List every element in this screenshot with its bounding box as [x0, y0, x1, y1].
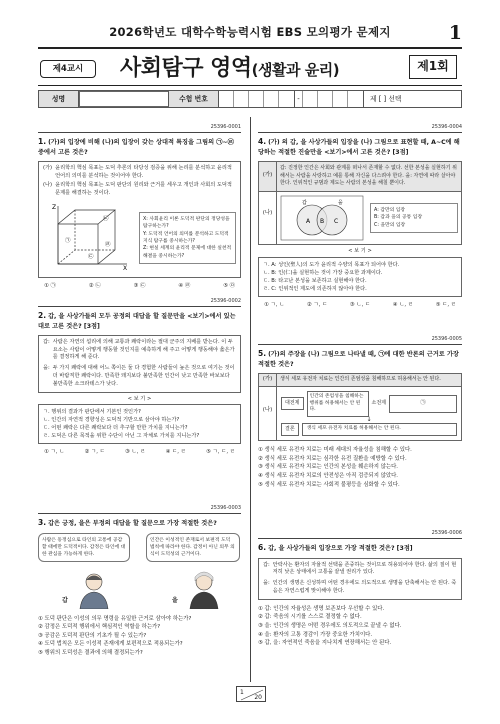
header-rule: [38, 47, 462, 49]
question-code: 25396-0006: [258, 530, 462, 539]
options: [38, 449, 241, 457]
exam-no-label: 수험 번호: [169, 91, 219, 107]
speech-bubble-b: 인간은 이성적인 존재로서 보편적 도덕 법칙에 따라야 한다. 감정이 아닌 의무 의식이 도덕성의 근거이다.: [146, 533, 240, 563]
cube-label-1: ㉠: [65, 238, 71, 245]
venn-c: C: [334, 218, 339, 226]
venn-a: A: [306, 218, 311, 226]
question-3: [38, 505, 241, 658]
option-3[interactable]: ③ 공감은 도덕적 판단의 기초가 될 수 있는가?: [38, 632, 147, 639]
choice-field[interactable]: 제 [ ] 선택: [370, 95, 402, 103]
subject-sub: (생활과 윤리): [251, 61, 340, 79]
option-1[interactable]: ① ㄱ, ㄴ: [44, 449, 65, 456]
question-6: [258, 530, 462, 648]
bogi-title: < 보 기 >: [348, 248, 372, 255]
venn-left-label: 갑: [302, 200, 307, 207]
text-ga: 갑: 진정한 인간은 사회와 관계를 떠나서 존재할 수 없다. 선한 본성을 실현하기 위해서는 사람을 사랑하고 예를 통해 자신을 다스려야 한다. 을: 자연에 따라 살아야 한다. 인위적인 규범과 제도는 사람의 본성을 해칠 뿐이다.: [277, 162, 461, 191]
cube-label-2: ㉡: [103, 216, 109, 223]
major-premise-label: 대전제: [281, 397, 304, 410]
option-2[interactable]: ② 생식 세포 유전자 치료는 심각한 유전 질환을 예방할 수 있다.: [258, 455, 407, 462]
option-4[interactable]: ④ ㉣: [178, 283, 191, 290]
option-5[interactable]: ⑤ ㉤: [223, 283, 235, 290]
dialogue-figure: [38, 533, 241, 609]
minor-premise-blank: ㉠: [389, 395, 457, 413]
option-4[interactable]: ④ 을: 환자의 고통 경감이 가장 중요한 가치이다.: [258, 631, 373, 638]
question-stem: [258, 542, 462, 553]
fraction-slash: [237, 687, 267, 703]
question-code: 25396-0001: [38, 124, 241, 133]
label-na: (나): [259, 387, 277, 440]
venn-legend: [370, 203, 458, 233]
option-3[interactable]: ③ ㄴ, ㄷ: [349, 301, 371, 308]
person-a-icon: [76, 571, 112, 609]
question-number: 4.: [258, 137, 267, 147]
option-4[interactable]: ④ 생식 세포 유전자 치료의 안전성은 아직 검증되지 않았다.: [258, 473, 399, 480]
question-code: 25396-0002: [38, 298, 241, 307]
label-a: 갑:: [263, 561, 270, 568]
option-2[interactable]: ② ㉡: [88, 283, 101, 290]
label-b: 을:: [43, 365, 50, 372]
question-number: 2.: [38, 311, 47, 321]
option-4[interactable]: ④ ㄴ, ㄹ: [392, 301, 414, 308]
legend-y: Y: 도덕적 언어의 의미를 분석하고 도덕적 지식 탐구를 중시하는가?: [143, 231, 229, 245]
option-2[interactable]: ② ㄱ, ㄷ: [84, 449, 105, 456]
bogi-item: ㄷ. B: 타고난 본성을 보존하고 실현해야 한다.: [263, 277, 367, 284]
header-rule-2: [38, 85, 462, 86]
venn-legend-item: B: 갑과 을의 공통 입장: [374, 215, 423, 221]
arrow-down-icon: ↓: [366, 415, 372, 423]
option-1[interactable]: ① 도덕 판단은 이성의 의무 명령을 유일한 근거로 삼아야 하는가?: [38, 615, 192, 622]
page-indicator: [236, 686, 266, 702]
venn-diagram: [280, 195, 364, 241]
option-5[interactable]: ⑤ 생식 세포 유전자 치료는 사회적 불평등을 심화할 수 있다.: [258, 481, 400, 488]
question-stem: [258, 348, 462, 369]
question-4: [258, 124, 462, 310]
label-a: (가): [43, 164, 53, 171]
question-number: 3.: [38, 518, 47, 528]
option-3[interactable]: ③ ㉢: [133, 283, 146, 290]
stem-text: 갑, 을 사상가들의 모두 공정의 대답을 할 질문만을 <보기>에서 있는 대로 고른 것은? [3점]: [38, 313, 236, 330]
figure-box: [258, 373, 462, 441]
passage-box: [258, 558, 462, 600]
option-1[interactable]: ① ㉠: [44, 283, 56, 290]
venn-legend-item: C: 을만의 입장: [374, 222, 406, 228]
cube-diagram: [43, 202, 133, 274]
question-number: 5.: [258, 349, 267, 359]
label-na: (나): [259, 192, 277, 244]
question-number: 1.: [38, 137, 47, 147]
options: [258, 302, 462, 310]
bogi-title: < 보 기 >: [127, 395, 152, 402]
label-ga: (가): [259, 162, 277, 191]
text-a: 윤리학의 핵심 목표는 도덕 추론의 타당성 검증을 위해 논리를 분석하고 윤리적 언어의 의미를 분석하는 것이어야 한다.: [55, 164, 232, 179]
major-premise: 인간의 존엄성을 침해하는 행위를 허용해서는 안 된다.: [307, 391, 369, 417]
speech-bubble-a: 사람은 동정심으로 타인의 고통에 공감할 때에만 도덕적이다. 감정은 타인에 대한 관심을 가능하게 한다.: [38, 533, 130, 563]
page-number: 1: [448, 22, 462, 44]
question-stem: [258, 136, 462, 157]
bogi-item: ㄹ. 도덕은 다른 목적을 위한 수단이 아닌 그 자체로 가치를 지니는가?: [43, 433, 200, 440]
option-5[interactable]: ⑤ ㄱ, ㄷ, ㄹ: [205, 449, 235, 456]
stem-text: (가)의 입장에 비해 (나)의 입장이 갖는 상대적 특징을 그림의 ㉠~㉣ 중에서 고른 것은?: [38, 139, 234, 156]
cube-legend: [139, 212, 236, 265]
passage-box: [38, 335, 241, 393]
venn-right-label: 을: [338, 200, 343, 207]
option-2[interactable]: ② ㄱ, ㄷ: [306, 301, 328, 308]
label-b: 을:: [263, 580, 270, 587]
label-b: (나): [43, 182, 53, 189]
question-stem: [38, 517, 241, 528]
bogi-item: ㄱ. A: 성인(聖人)의 도가 윤리적 수양의 목표가 되어야 한다.: [263, 261, 400, 268]
text-a: 사람은 자연의 섭리에 의해 교통과 쾌락이라는 절대 군주의 지배를 받는다. 이 두 요소는 사람이 어떻게 행동할 것인지를 예측하게 해 주고 어떻게 행동해야 옳은가를 결정하게 해 준다.: [52, 338, 235, 361]
text-a: 안락사는 환자의 자율적 선택을 존중하는 것이므로 허용되어야 한다. 삶의 질이 현저히 낮은 상태에서 고통을 끝낼 권리가 있다.: [272, 561, 457, 576]
stem-text: (가)의 주장을 (나) 그림으로 나타낼 때, ㉠에 대한 반론의 근거로 가장 적절한 것은?: [258, 351, 459, 368]
option-5[interactable]: ⑤ 갑, 을: 자연적인 죽음을 지나치게 연장해서는 안 된다.: [258, 640, 392, 647]
stem-text: (가) 의 갑, 을 사상가들의 입장을 (나) 그림으로 표현할 때, A~C에 해당하는 적절한 진술만을 <보기>에서 고른 것은? [3점]: [258, 139, 460, 156]
footer-total: 20: [254, 694, 262, 701]
axis-z: Z: [52, 204, 57, 212]
stem-text: 갑, 을 사상가들의 입장으로 가장 적절한 것은? [3점]: [268, 545, 413, 553]
subject-main: 사회탐구 영역: [120, 56, 252, 81]
option-3[interactable]: ③ ㄴ, ㄹ: [124, 449, 146, 456]
legend-z: Z: 현실 세계의 윤리적 문제에 대한 실천적 해결을 중시하는가?: [143, 246, 232, 259]
question-5: [258, 336, 462, 489]
exam-no-dash: -: [295, 91, 303, 107]
options: [38, 283, 241, 291]
option-3[interactable]: ③ 을: 인간의 생명은 어떤 경우에도 의도적으로 끝낼 수 없다.: [258, 623, 402, 630]
name-label: 성명: [39, 91, 79, 107]
bogi-item: ㄷ. 어떤 쾌락은 다른 쾌락보다 더 추구할 만한 가치를 지니는가?: [43, 425, 188, 432]
speaker-b-label: 을: [172, 596, 178, 604]
option-1[interactable]: ① ㄱ, ㄴ: [264, 301, 285, 308]
axis-x: X: [123, 265, 128, 273]
option-3[interactable]: ③ 생식 세포 유전자 치료는 인간의 본성을 훼손하지 않는다.: [258, 464, 399, 471]
exam-no-cells-b[interactable]: [303, 91, 364, 107]
question-2: [38, 298, 241, 457]
bogi-item: ㄹ. C: 인위적인 제도에 의존하지 않아야 한다.: [263, 285, 367, 292]
bogi-item: ㄴ. 인간의 자연적 경향성은 도덕적 기반으로 삼아야 하는가?: [43, 417, 180, 424]
question-1: [38, 124, 241, 291]
options: [258, 446, 462, 489]
option-1[interactable]: ① 생식 세포 유전자 치료는 미래 세대의 자율성을 침해할 수 있다.: [258, 447, 412, 454]
cube-label-3: ㉢: [88, 254, 94, 261]
question-stem: [38, 136, 241, 157]
text-b: 두 가지 쾌락에 대해 어느 쪽이든 둘 다 경험한 사람들이 높은 것으로 여기는 것이 더 바람직한 쾌락이다. 만족한 돼지보다 불만족한 인간이 낫고 만족한 바보보다 불만족한 소크라테스가 낫다.: [52, 365, 235, 387]
bogi-box: [258, 257, 462, 297]
label-ga: (가): [259, 374, 277, 386]
exam-no-cells-a[interactable]: [219, 91, 295, 107]
cube-label-4: ㉣: [105, 242, 111, 249]
option-4[interactable]: ④ ㄷ, ㄹ: [165, 449, 186, 456]
text-b: 윤리학의 핵심 목표는 도덕 판단의 원리와 근거를 세우고 개인과 사회의 도덕적 문제를 해결하는 것이다.: [55, 182, 232, 197]
option-5[interactable]: ⑤ 행위의 도덕성은 결과에 의해 결정되는가?: [38, 650, 143, 657]
name-field[interactable]: [79, 91, 169, 107]
text-b: 인간의 생명은 신성하며 어떤 경우에도 의도적으로 생명을 단축해서는 안 된다. 죽음은 자연스럽게 맞이해야 한다.: [272, 580, 457, 594]
options: [38, 615, 241, 658]
option-2[interactable]: ② 감정은 도덕적 행위에서 핵심적인 역할을 하는가?: [38, 624, 161, 631]
subject-title: [120, 53, 339, 85]
bogi-box: [38, 404, 241, 444]
bogi-item: ㄴ. B: 인(仁)을 실현하는 것이 가장 중요한 과제이다.: [263, 269, 383, 276]
option-2[interactable]: ② 갑: 죽음의 시기를 스스로 결정할 수 없다.: [258, 614, 362, 621]
option-4[interactable]: ④ 도덕 법칙은 모든 이성적 존재에게 보편적으로 적용되는가?: [38, 641, 183, 648]
text-ga: 생식 세포 유전자 치료는 인간의 존엄성을 침해하므로 허용해서는 안 된다.: [277, 374, 461, 386]
person-b-icon: [186, 571, 222, 609]
label-a: 갑:: [43, 338, 50, 345]
question-code: 25396-0003: [38, 505, 241, 514]
question-stem: [38, 310, 241, 331]
stem-text: 갑은 긍정, 을은 부정의 대답을 할 질문으로 가장 적절한 것은?: [48, 520, 217, 528]
exam-title: 2026학년도 대학수학능력시험 EBS 모의평가 문제지: [109, 25, 391, 39]
question-code: 25396-0005: [258, 336, 462, 345]
question-number: 6.: [258, 543, 267, 553]
figure-box: [258, 161, 462, 245]
info-row: [38, 90, 462, 108]
footer-page: 1: [240, 689, 244, 696]
passage-box: [38, 161, 241, 278]
option-5[interactable]: ⑤ ㄷ, ㄹ: [435, 301, 456, 308]
venn-b: B: [320, 218, 325, 226]
legend-x: X: 사회윤리 이론 도덕적 판단의 정당성을 탐구하는가?: [143, 216, 230, 230]
round-badge: 제1회: [409, 55, 457, 79]
column-divider: [250, 117, 251, 682]
venn-legend-item: A: 갑만의 입장: [374, 207, 406, 213]
conclusion-label: 결론: [281, 423, 299, 436]
session-badge: 제4교시: [40, 60, 96, 78]
minor-premise-label: 소전제: [371, 400, 386, 407]
question-code: 25396-0004: [258, 124, 462, 133]
speaker-a-label: 갑: [62, 596, 68, 604]
option-1[interactable]: ① 갑: 인간의 자율성은 생명 보존보다 우선할 수 있다.: [258, 605, 385, 612]
bogi-item: ㄱ. 행위의 결과가 판단에서 기본인 것인가?: [43, 409, 141, 416]
options: [258, 605, 462, 648]
conclusion: 생식 세포 유전자 치료를 허용해서는 안 된다.: [302, 423, 457, 436]
